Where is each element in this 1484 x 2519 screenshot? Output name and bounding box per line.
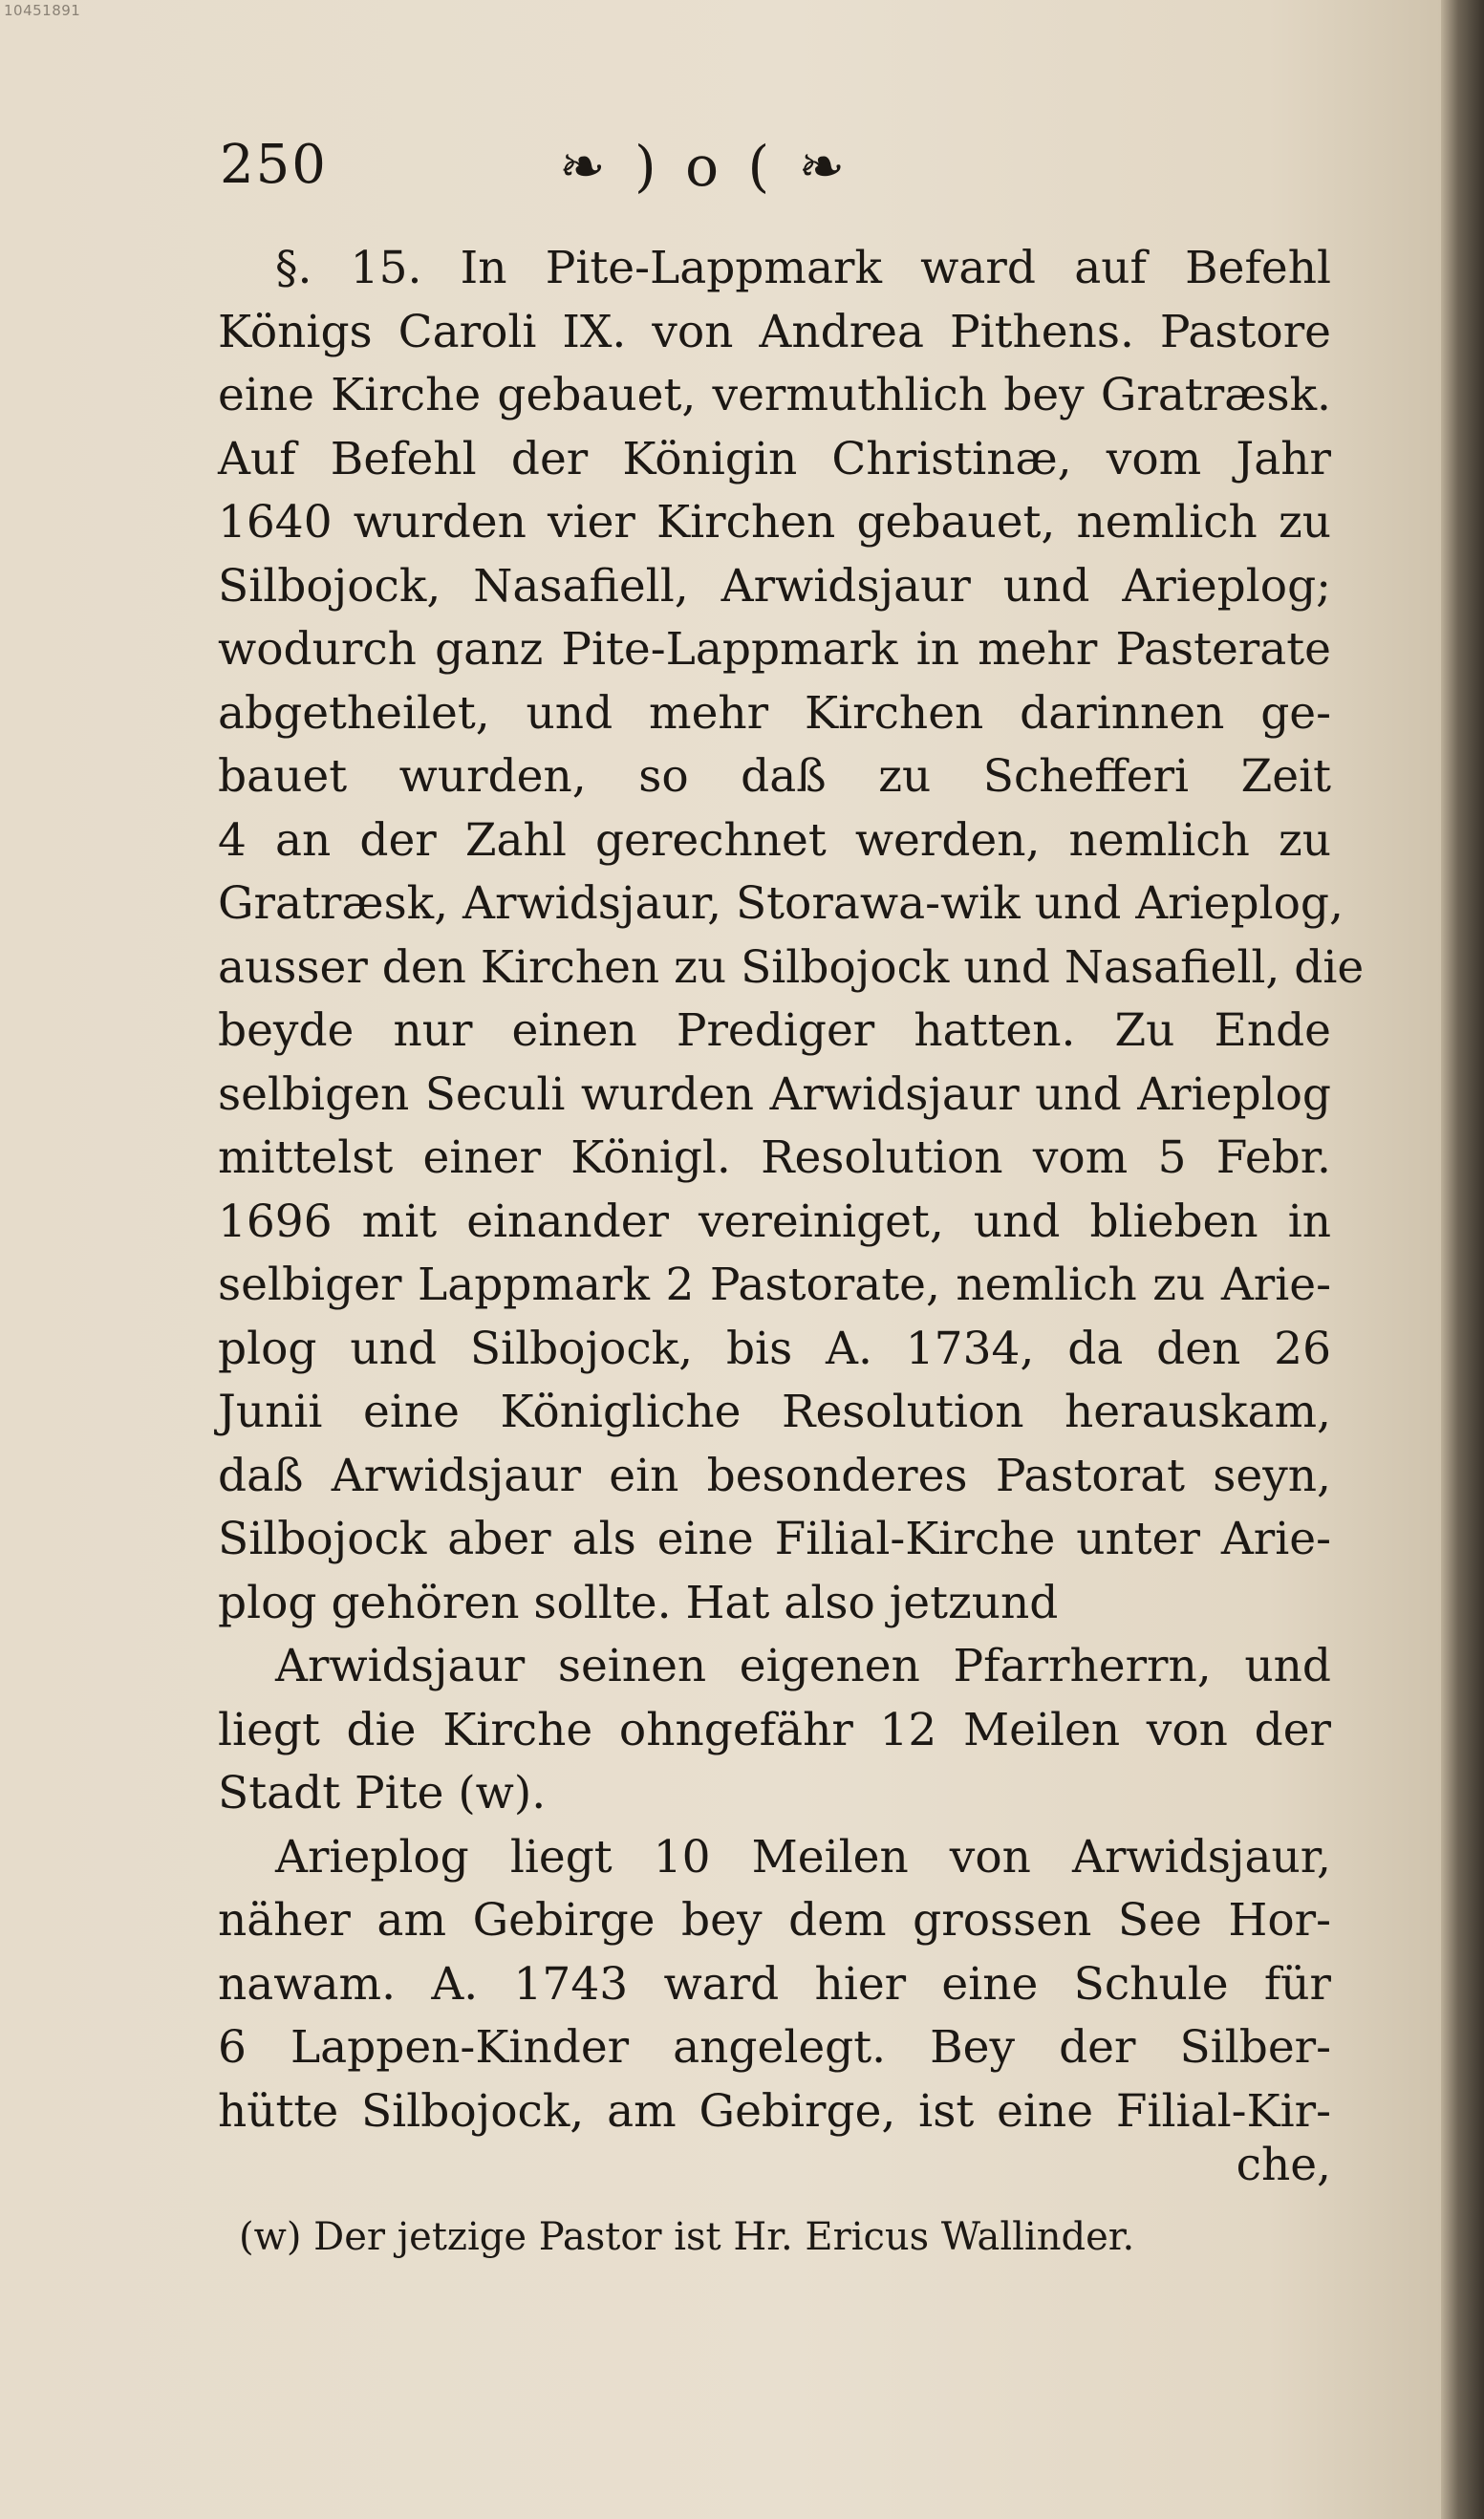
text-line: nawam. A. 1743 ward hier eine Schule für [218, 1957, 1331, 2011]
catalog-id: 10451891 [4, 2, 81, 19]
text-line: plog gehören sollte. Hat also jetzund [218, 1576, 1059, 1629]
text-line: 6 Lappen-Kinder angelegt. Bey der Silber- [218, 2021, 1331, 2074]
text-line: bauet wurden, so daß zu Schefferi Zeit [218, 750, 1331, 803]
text-line: mittelst einer Königl. Resolution vom 5 Febr. [218, 1131, 1331, 1184]
text-line: Arieplog liegt 10 Meilen von Arwidsjaur, [275, 1830, 1331, 1884]
catchword: che, [1236, 2139, 1331, 2191]
text-line: selbiger Lappmark 2 Pastorate, nemlich zu Arie- [218, 1259, 1331, 1311]
page-header [220, 134, 1338, 210]
text-line: beyde nur einen Prediger hatten. Zu Ende [218, 1004, 1331, 1057]
book-fold [1441, 0, 1484, 2519]
text-line: plog und Silbojock, bis A. 1734, da den 26 [218, 1322, 1331, 1375]
text-line: Auf Befehl der Königin Christinæ, vom Jahr [218, 432, 1331, 485]
text-line: Königs Caroli IX. von Andrea Pithens. Pastore [218, 305, 1331, 358]
body-text [218, 237, 1365, 2143]
text-line: selbigen Seculi wurden Arwidsjaur und Arieplog [218, 1067, 1331, 1121]
text-line: näher am Gebirge bey dem grossen See Hor- [218, 1894, 1331, 1947]
text-line: Gratræsk, Arwidsjaur, Storawa-wik und Arieplog, [218, 877, 1344, 930]
text-line: ausser den Kirchen zu Silbojock und Nasafiell, die [218, 940, 1365, 994]
text-line: liegt die Kirche ohngefähr 12 Meilen von der [218, 1703, 1331, 1756]
text-line: §. 15. In Pite-Lappmark ward auf Befehl [275, 242, 1331, 294]
text-line: Arwidsjaur seinen eigenen Pfarrherrn, und [275, 1640, 1331, 1692]
page-number: 250 [220, 134, 328, 196]
text-line: wodurch ganz Pite-Lappmark in mehr Pasterate [218, 623, 1331, 676]
text-line: hütte Silbojock, am Gebirge, ist eine Filial-Kir- [218, 2084, 1331, 2138]
text-line: 1640 wurden vier Kirchen gebauet, nemlich zu [218, 496, 1331, 549]
text-line: Stadt Pite (w). [218, 1767, 547, 1819]
text-line: 4 an der Zahl gerechnet werden, nemlich zu [218, 813, 1331, 867]
text-line: Silbojock aber als eine Filial-Kirche unter Arie- [218, 1513, 1331, 1565]
text-line: Silbojock, Nasafiell, Arwidsjaur und Arieplog; [218, 559, 1331, 613]
text-line: Junii eine Königliche Resolution herauskam, [218, 1386, 1331, 1438]
text-line: 1696 mit einander vereiniget, und blieben in [218, 1195, 1331, 1248]
text-line: eine Kirche gebauet, vermuthlich bey Gratræsk. [218, 369, 1331, 421]
text-line: daß Arwidsjaur ein besonderes Pastorat seyn, [218, 1449, 1331, 1502]
header-ornament: ❧ ) o ( ❧ [559, 134, 851, 199]
text-line: abgetheilet, und mehr Kirchen darinnen ge- [218, 686, 1331, 740]
footnote: (w) Der jetzige Pastor ist Hr. Ericus Wallinder. [239, 2215, 1135, 2259]
